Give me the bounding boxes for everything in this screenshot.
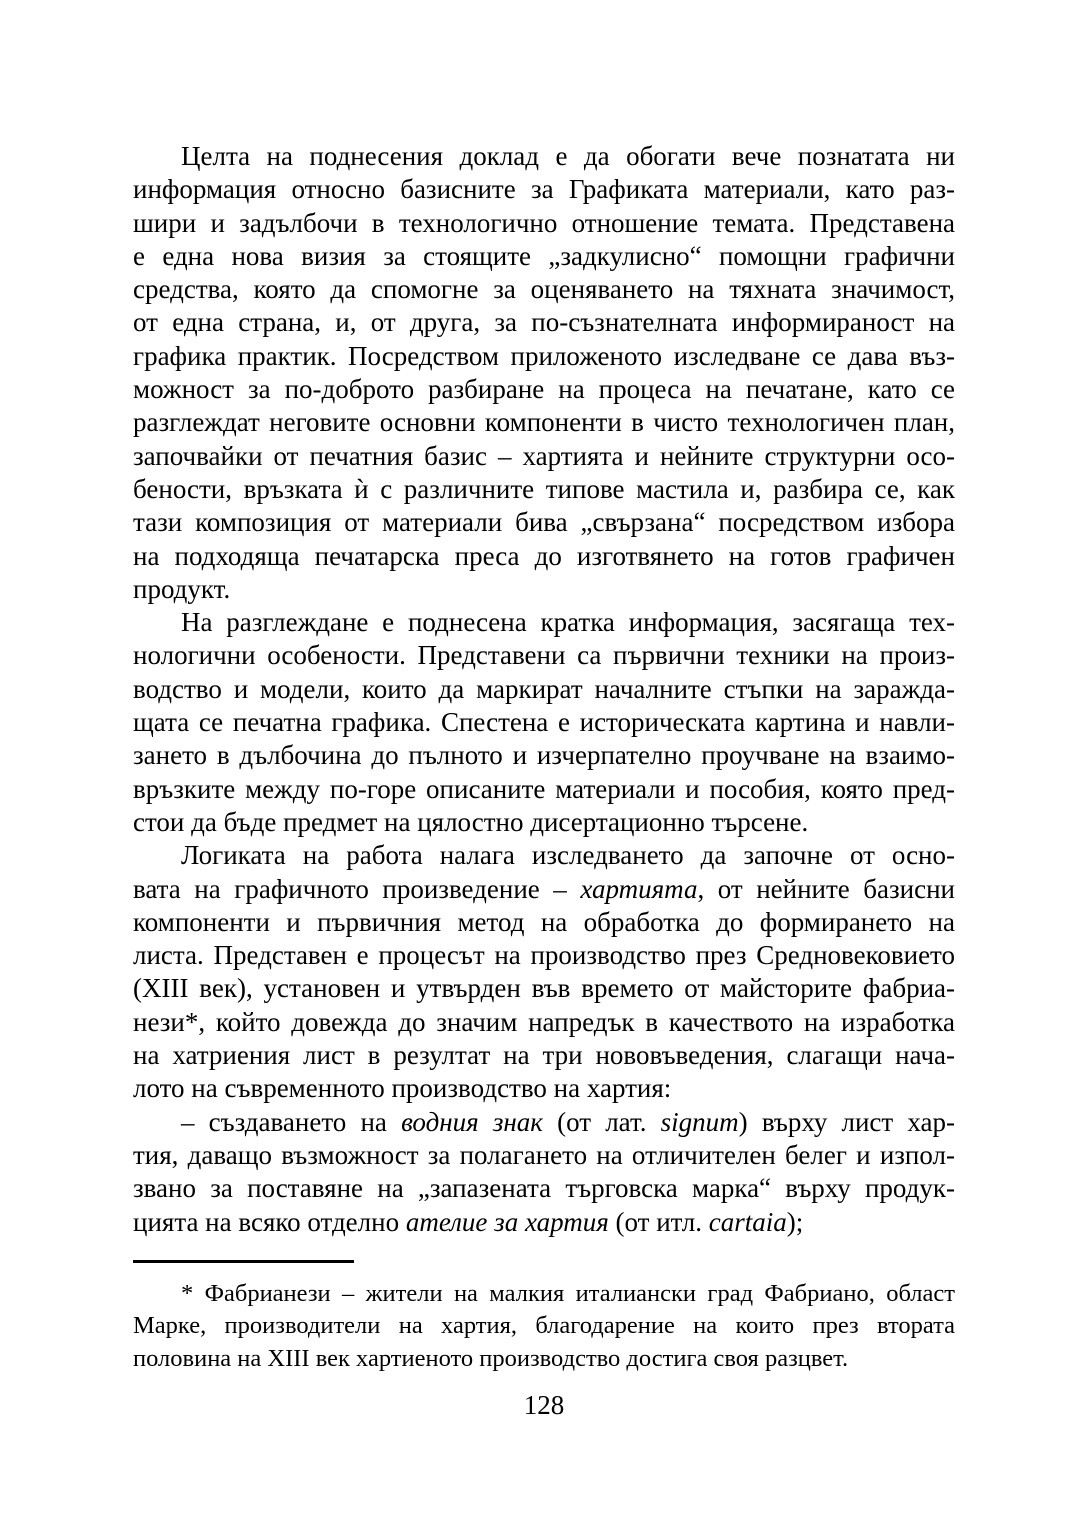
text-segment: бености, връзката ѝ с различните типове мастила и, разбира се, как [133,473,955,504]
paragraph-1-line-7 [133,340,955,373]
paragraph-1-line-3 [133,207,955,240]
text-segment: * Фабрианези – жители на малкия италиански град Фабриано, област [181,1280,955,1307]
text-segment: връзките между по-горе описаните материали и пособия, която пред- [133,773,955,804]
footnote-line-1 [133,1278,955,1310]
footnote-separator-rule [133,1260,354,1263]
paragraph-1-line-1 [133,140,955,173]
text-segment: – създаването на [181,1106,402,1137]
text-segment: информация относно базисните за Графиката материали, като раз- [133,174,955,205]
paragraph-2-line-5 [133,739,955,772]
italic-text: signum [660,1106,739,1137]
paragraph-3-line-4 [133,939,955,972]
text-segment: на подходяща печатарска преса до изготвянето на готов графичен [133,540,955,571]
paragraph-1-line-9 [133,406,955,439]
text-segment: продукт. [133,573,231,604]
text-segment: тия, даващо възможност за полагането на отличителен белег и изпол- [133,1139,955,1170]
paragraph-1-line-12 [133,506,955,539]
text-segment: средства, която да спомогне за оценяването на тяхната значимост, [133,274,955,305]
paragraph-2-line-4 [133,706,955,739]
paragraph-1-line-13 [133,540,955,573]
paragraph-2-line-2 [133,639,955,672]
paragraph-1-line-8 [133,373,955,406]
footnote-line-3 [133,1343,955,1375]
paragraph-3-line-3 [133,906,955,939]
text-segment: компоненти и първичния метод на обработка до формирането на [133,906,955,937]
paragraph-4-line-2 [133,1139,955,1172]
text-segment: шири и задълбочи в технологично отношение темата. Представена [133,207,955,238]
text-segment: разглеждат неговите основни компоненти в чисто технологичен план, [133,407,955,438]
paragraph-3-line-1 [133,839,955,872]
text-segment: На разглеждане е поднесена кратка информация, засягаща тех- [181,607,955,638]
text-segment: започвайки от печатния базис – хартията и нейните структурни осо- [133,440,955,471]
text-segment: графика практик. Посредством приложеното изследване се дава въз- [133,340,955,371]
body-text [133,140,955,1239]
text-segment: тази композиция от материали бива „свързана“ посредством избора [133,507,955,538]
italic-text: ателие за хартия [405,1206,609,1237]
paragraph-1-line-5 [133,273,955,306]
paragraph-1-line-6 [133,306,955,339]
footnote-line-2 [133,1310,955,1342]
text-segment: листа. Представен е процесът на производство през Средновековието [133,940,955,971]
paragraph-1-line-10 [133,440,955,473]
text-segment: (от итл. [608,1206,709,1237]
text-segment: можност за по-доброто разбиране на процеса на печатане, като се [133,374,955,405]
text-segment: (XIII век), установен и утвърден във времето от майсторите фабриа- [133,973,955,1004]
paragraph-4-line-3 [133,1172,955,1205]
text-segment: нологични особености. Представени са първични техники на произ- [133,640,955,671]
text-segment: стои да бъде предмет на цялостно дисертационно търсене. [133,806,809,837]
text-segment: ); [786,1206,804,1237]
text-segment: (от лат. [542,1106,661,1137]
paragraph-3-line-8 [133,1072,955,1105]
footnote [133,1278,955,1375]
paragraph-4-line-4 [133,1206,955,1239]
text-segment: нези*, който довежда до значим напредък в качеството на изработка [133,1006,955,1037]
text-segment: Логиката на работа налага изследването да започне от осно- [181,840,955,871]
paragraph-3-line-5 [133,972,955,1005]
italic-text: водния знак [401,1106,543,1137]
paragraph-1-line-2 [133,173,955,206]
italic-text: cartaia [708,1206,787,1237]
paragraph-1-line-11 [133,473,955,506]
paragraph-2-line-3 [133,673,955,706]
paragraph-4-line-1 [133,1106,955,1139]
text-segment: е една нова визия за стоящите „задкулисно“ помощни графични [133,240,955,271]
text-segment: звано за поставяне на „запазената търговска марка“ върху продук- [133,1173,955,1204]
text-segment: щата се печатна графика. Спестена е историческата картина и навли- [133,707,955,738]
text-segment: половина на XIII век хартиеното производство достига своя разцвет. [133,1344,849,1372]
paragraph-1-line-14 [133,573,955,606]
text-segment: Марке, производители на хартия, благодарение на които през втората [133,1312,955,1340]
paragraph-2-line-6 [133,773,955,806]
text-segment: лото на съвременното производство на хартия: [133,1073,672,1104]
text-segment: ) върху лист хар- [738,1106,956,1137]
text-segment: зането в дълбочина до пълното и изчерпателно проучване на взаимо- [133,740,955,771]
paragraph-3-line-6 [133,1006,955,1039]
page-number: 128 [523,1390,565,1420]
paragraph-3-line-2 [133,873,955,906]
text-segment: от една страна, и, от друга, за по-съзнателната информираност на [133,307,955,338]
text-segment: на хатриения лист в резултат на три нововъведения, слагащи нача- [133,1040,955,1071]
text-segment: водство и модели, които да маркират началните стъпки на заражда- [133,673,955,704]
text-segment: цията на всяко отделно [133,1206,406,1237]
italic-text: хартията [580,873,698,904]
paragraph-3-line-7 [133,1039,955,1072]
paragraph-1-line-4 [133,240,955,273]
text-segment: Целта на поднесения доклад е да обогати вече познатата ни [181,141,955,171]
paragraph-2-line-1 [133,606,955,639]
text-segment: вата на графичното произведение – [133,873,581,904]
paragraph-2-line-7 [133,806,955,839]
text-segment: , от нейните базисни [697,873,955,904]
